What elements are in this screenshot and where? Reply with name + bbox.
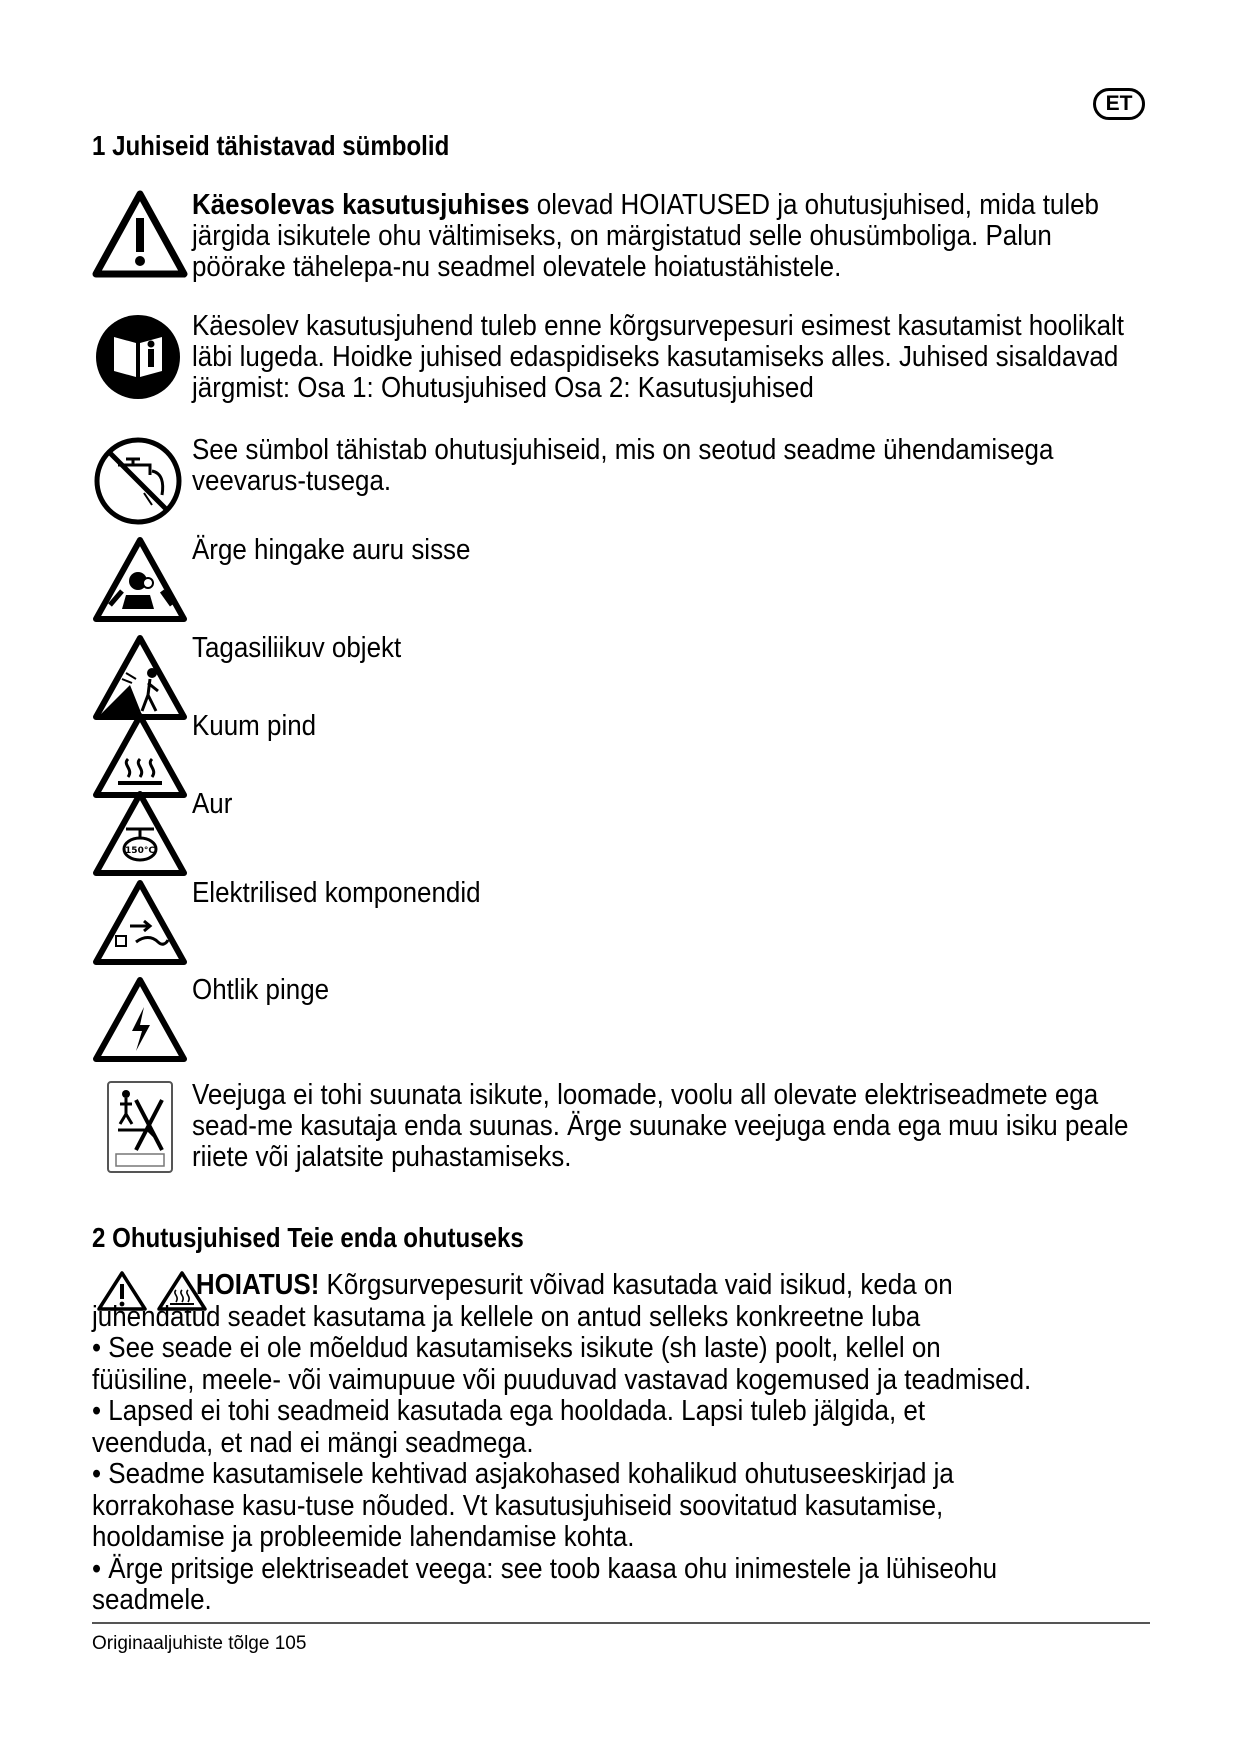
dangerous-voltage-icon — [92, 975, 188, 1065]
recoiling-object-icon — [92, 633, 188, 723]
symbol-row-warning — [92, 189, 1152, 283]
no-spraying-people-icon — [92, 1080, 188, 1176]
warning-label: HOIATUS! — [195, 1269, 320, 1301]
symbol-row-electrical — [92, 878, 1152, 968]
warning-triangle-icon — [92, 190, 188, 280]
svg-text:150°C: 150°C — [125, 846, 155, 856]
symbol-row-steam — [92, 789, 1152, 879]
language-badge: ET — [1093, 88, 1145, 120]
symbol-text: Kuum pind — [192, 710, 317, 742]
bullet-item: • See seade ei ole mõeldud kasutamiseks isikute (sh laste) poolt, kellel on füüsiline, meele- või vaimupuue või puuduvad vastavad kogemused ja teadmised. — [92, 1332, 1032, 1396]
symbol-text: Veejuga ei tohi suunata isikute, loomade, voolu all olevate elektriseadmete ega sead-me kasutaja enda suunas. Ärge suunake veejuga enda ega muu isiku peale riiete või jalatsite puhastamiseks. — [192, 1079, 1129, 1173]
symbol-text: Tagasiliikuv objekt — [192, 632, 402, 664]
symbol-row-read-manual — [92, 310, 1152, 404]
symbol-row-vapour — [92, 535, 1152, 625]
symbol-text: Käesolev kasutusjuhend tuleb enne kõrgsurvepesuri esimest kasutamist hoolikalt läbi lugeda. Hoidke juhised edaspidiseks kasutamiseks alles. Juhised sisaldavad järgmist: Osa 1: Ohutusjuhised Osa 2: Kasutusjuhised — [192, 310, 1125, 404]
warning-text: Kõrgsurvepesurit võivad kasutada vaid isikud, keda on juhendatud seadet kasutama ja kellele on antud selleks konkreetne luba — [92, 1269, 953, 1333]
safety-text — [92, 1270, 1042, 1617]
symbol-row-no-spray — [92, 1079, 1152, 1173]
bullet-item: • Seadme kasutamisele kehtivad asjakohased kohalikud ohutuseeskirjad ja korrakohase kasu-tuse nõuded. Vt kasutusjuhiseid soovitatud kasutamise, hooldamise ja probleemide lahendamise kohta. — [92, 1458, 954, 1553]
bullet-item: • Ärge pritsige elektriseadet veega: see toob kaasa ohu inimestele ja lühiseohu seadmele. — [92, 1552, 998, 1616]
hot-surface-icon — [92, 711, 188, 801]
footer-page-label: Originaaljuhiste tõlge 105 — [92, 1633, 307, 1654]
no-water-supply-connection-icon — [92, 435, 188, 527]
symbol-text: Ohtlik pinge — [192, 974, 330, 1006]
do-not-inhale-vapour-icon — [92, 535, 188, 625]
footer-divider — [92, 1622, 1150, 1624]
read-manual-icon — [92, 311, 188, 401]
steam-150c-icon — [92, 789, 188, 879]
section-2-heading: 2 Ohutusjuhised Teie enda ohutuseks — [92, 1222, 524, 1253]
symbol-text: See sümbol tähistab ohutusjuhiseid, mis on seotud seadme ühendamisega veevarus-tusega. — [192, 434, 1054, 497]
symbol-row-hot-surface — [92, 711, 1152, 801]
symbol-text: Aur — [192, 788, 233, 820]
electrical-components-icon — [92, 878, 188, 968]
section-1-heading: 1 Juhiseid tähistavad sümbolid — [92, 130, 450, 161]
symbol-row-voltage — [92, 975, 1152, 1065]
symbol-row-water-supply — [92, 435, 1152, 525]
symbol-text: Ärge hingake auru sisse — [192, 534, 471, 566]
bullet-item: • Lapsed ei tohi seadmeid kasutada ega hooldada. Lapsi tuleb jälgida, et veenduda, et nad ei mängi seadmega. — [92, 1395, 926, 1459]
symbol-text: Elektrilised komponendid — [192, 877, 481, 909]
symbol-text: Käesolevas kasutusjuhises olevad HOIATUSED ja ohutusjuhised, mida tuleb järgida isikutele ohu vältimiseks, on märgistatud selle ohusümboliga. Palun pöörake tähelepa-nu seadmel olevatele hoiatustähistele. — [192, 189, 1099, 283]
